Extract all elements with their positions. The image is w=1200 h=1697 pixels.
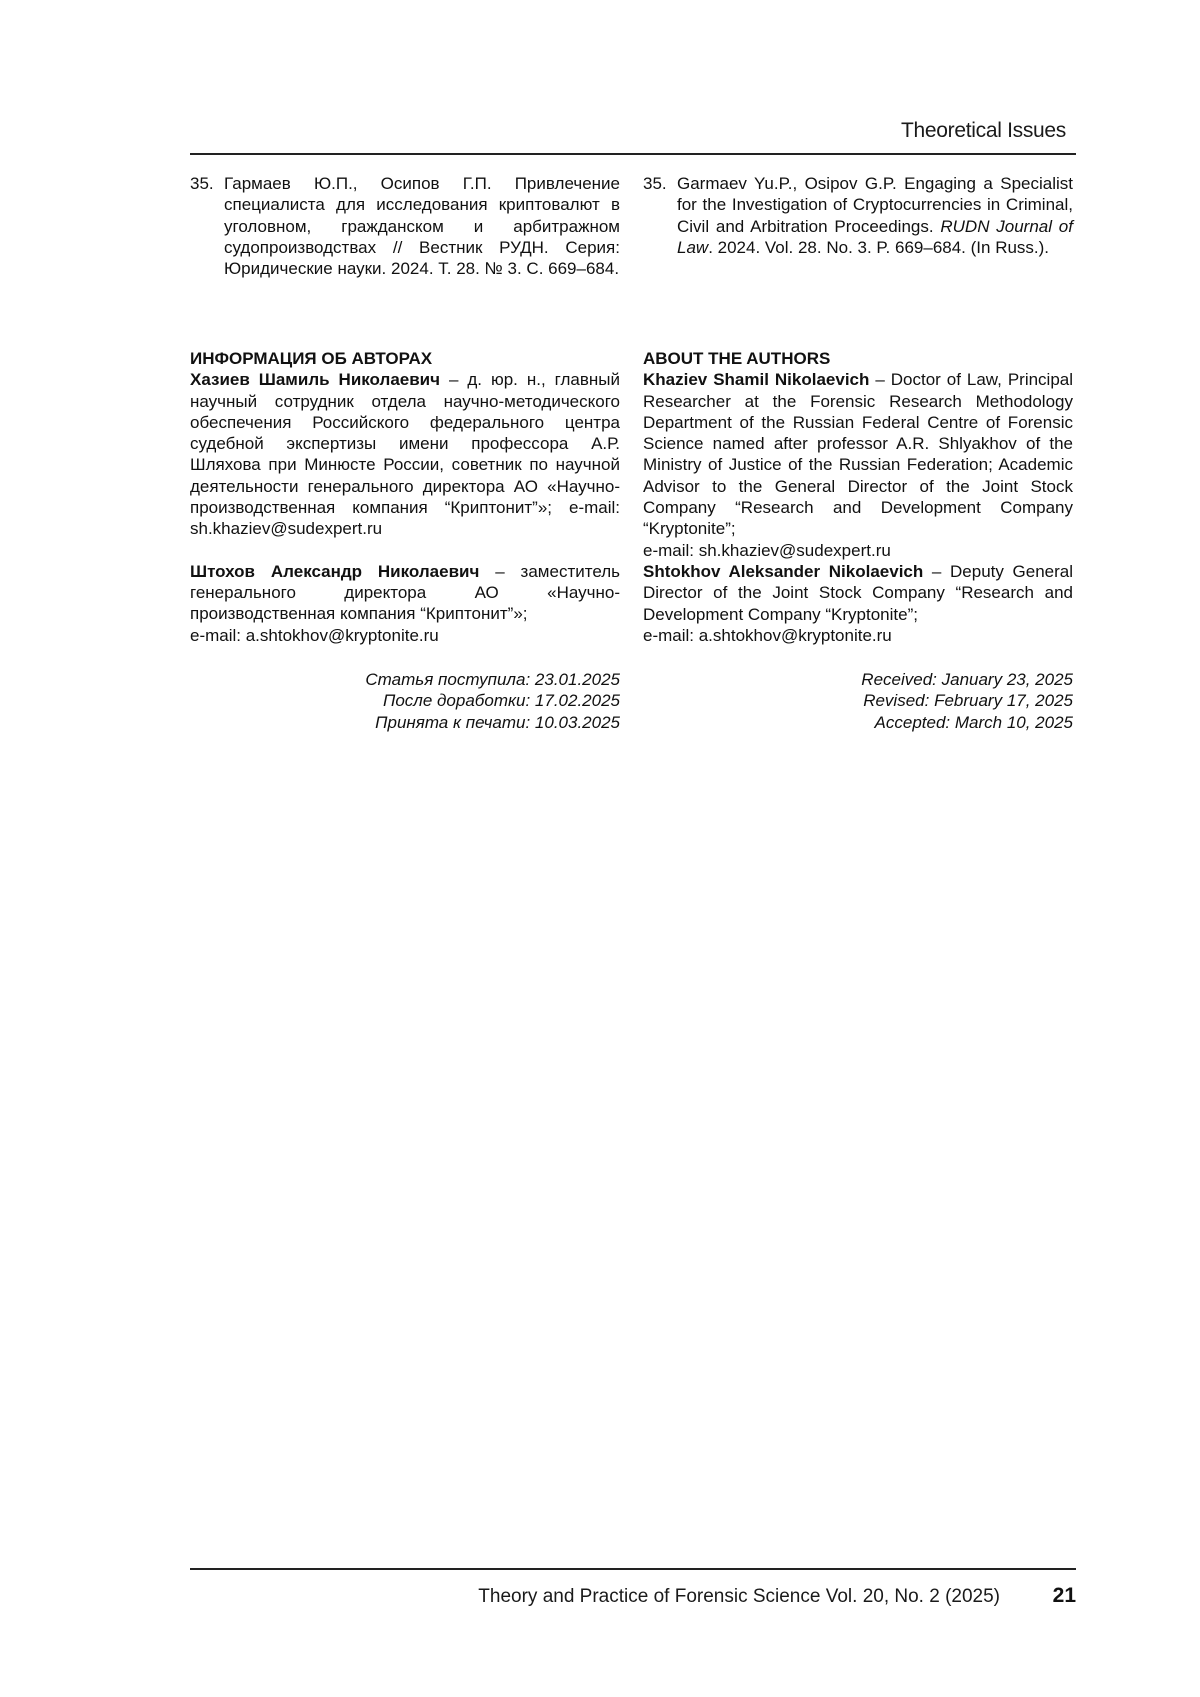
footer-rule [190,1568,1076,1570]
reference-text-start: Garmaev Yu.P., Osipov G.P. Engaging a Specialist for the Investigation of Cryptocurrencies in Criminal, Civil and Arbitration Proceedings. [677,174,1073,236]
authors-ru [190,348,620,646]
author-1-name: Хазиев Шамиль Николаевич [190,370,440,390]
reference-text: Гармаев Ю.П., Осипов Г.П. Привлечение специалиста для исследования криптовалют в уголовном, гражданском и арбитражном судопроизводствах // Вестник РУДН. Серия: Юридические науки. 2024. Т. 28. № 3. С. 669–684. [224,174,620,279]
authors-en [643,348,1073,646]
page-number: 21 [1052,1584,1076,1607]
journal-name: RUDN Journal of Law [677,216,1073,257]
date-received: Received: January 23, 2025 [861,670,1073,689]
reference-number: 35. [190,174,214,193]
date-accepted: Accepted: March 10, 2025 [874,712,1073,732]
author-2-email: e-mail: a.shtokhov@kryptonite.ru [643,625,892,645]
article-dates-en [643,669,1073,733]
date-received: Статья поступила: 23.01.2025 [365,670,620,689]
author-2-bio [643,561,1073,625]
date-revised: После доработки: 17.02.2025 [383,691,620,711]
author-2-text: – Deputy General Director of the Joint Stock Company “Research and Development Company “Kryptonite”; [643,561,1073,624]
author-2-bio [190,561,620,625]
date-accepted: Принята к печати: 10.03.2025 [375,712,620,732]
reference-text-end: . 2024. Vol. 28. No. 3. P. 669–684. (In Russ.). [708,237,1050,257]
author-1-name: Khaziev Shamil Nikolaevich [643,370,870,390]
author-2-name: Shtokhov Aleksander Nikolaevich [643,561,924,581]
header-rule [190,153,1076,155]
reference-text [677,173,1073,258]
article-dates-ru [190,669,620,733]
reference-en [643,173,1073,258]
reference-ru [190,173,620,279]
footer-journal-title: Theory and Practice of Forensic Science Vol. 20, No. 2 (2025) [478,1586,1000,1607]
author-1-text: – д. юр. н., главный научный сотрудник отдела научно-методического обеспечения Российского федерального центра судебной экспертизы имени профессора А.Р. Шляхова при Минюсте России, советник по научной деятельности генерального директора АО «Научно-производственная компания “Криптонит”»; e-mail: sh.khaziev@sudexpert.ru [190,370,620,539]
authors-heading: ABOUT THE AUTHORS [643,349,831,368]
running-header: Theoretical Issues [900,119,1066,142]
reference-number: 35. [643,174,667,193]
author-1-bio [190,369,620,539]
author-2-text: – заместитель генерального директора АО «Научно-производственная компания “Криптонит”»; [190,561,620,624]
date-revised: Revised: February 17, 2025 [863,691,1073,711]
author-2-name: Штохов Александр Николаевич [190,561,480,581]
author-2-email: e-mail: a.shtokhov@kryptonite.ru [190,625,439,645]
author-1-text: – Doctor of Law, Principal Researcher at the Forensic Research Methodology Department of the Russian Federal Centre of Forensic Science named after professor A.R. Shlyakhov of the Ministry of Justice of the Russian Federation; Academic Advisor to the General Director of the Joint Stock Company “Research and Development Company “Kryptonite”; [643,370,1074,539]
author-1-bio [643,369,1073,539]
author-1-email: e-mail: sh.khaziev@sudexpert.ru [643,540,891,560]
authors-heading: ИНФОРМАЦИЯ ОБ АВТОРАХ [190,349,433,368]
